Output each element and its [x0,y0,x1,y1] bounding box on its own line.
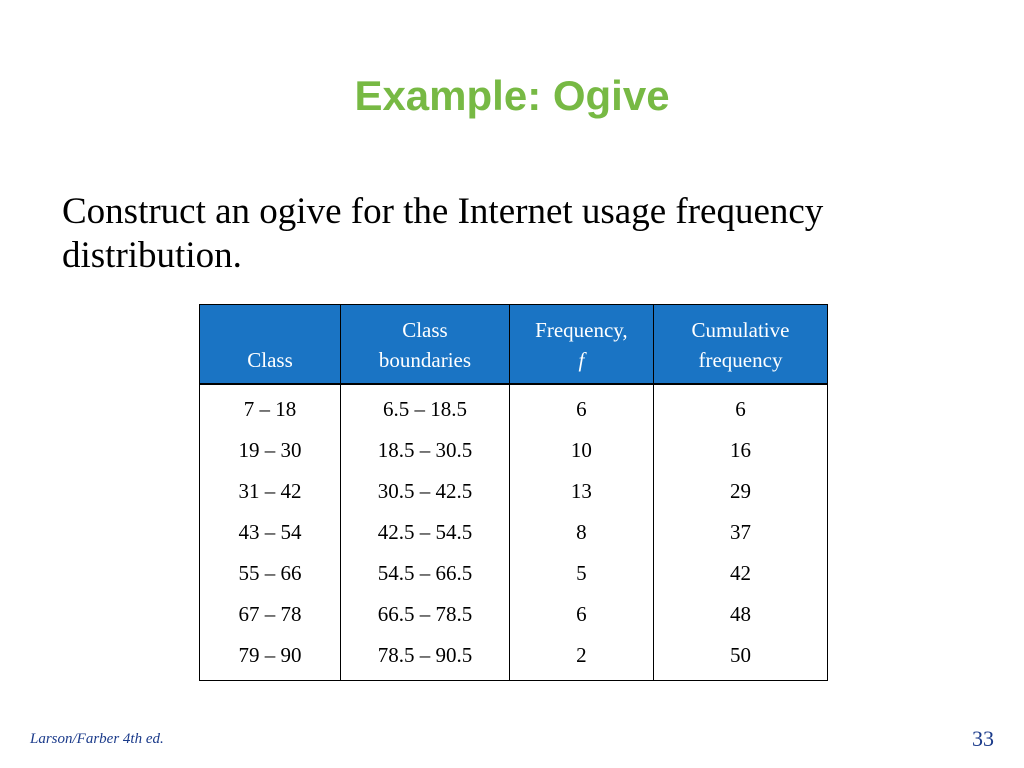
cell-cumulative: 50 [653,635,827,681]
header-cumulative-line1: Cumulative [691,318,790,342]
cell-frequency: 2 [509,635,653,681]
footer-source: Larson/Farber 4th ed. [30,731,164,747]
cell-frequency: 6 [509,384,653,430]
header-boundaries-line1: Class [402,318,448,342]
cell-frequency: 10 [509,430,653,471]
cell-boundaries: 6.5 – 18.5 [341,384,510,430]
header-frequency [509,305,653,385]
cell-cumulative: 29 [653,471,827,512]
cell-boundaries: 54.5 – 66.5 [341,553,510,594]
cell-boundaries: 78.5 – 90.5 [341,635,510,681]
table-row [200,553,828,594]
cell-frequency: 5 [509,553,653,594]
header-frequency-line2: f [578,348,585,372]
cell-frequency: 8 [509,512,653,553]
table-row [200,384,828,430]
frequency-table [199,304,828,681]
header-frequency-line1: Frequency, [535,318,628,342]
header-class-boundaries [341,305,510,385]
cell-cumulative: 42 [653,553,827,594]
table-row [200,430,828,471]
table-row [200,594,828,635]
table-header-row [200,305,828,385]
header-boundaries-line2: boundaries [378,348,472,372]
body-text: Construct an ogive for the Internet usage frequency distribution. [62,191,824,276]
cell-boundaries: 42.5 – 54.5 [341,512,510,553]
cell-class: 55 – 66 [200,553,341,594]
cell-cumulative: 16 [653,430,827,471]
cell-cumulative: 6 [653,384,827,430]
page-number: 33 [972,726,994,751]
table-row [200,635,828,681]
header-class [200,305,341,385]
cell-cumulative: 48 [653,594,827,635]
header-cumulative-line2: frequency [698,348,783,372]
header-class-label: Class [247,348,293,372]
header-cumulative-frequency [653,305,827,385]
slide-title: Example: Ogive [354,72,670,119]
cell-class: 19 – 30 [200,430,341,471]
cell-frequency: 6 [509,594,653,635]
cell-class: 67 – 78 [200,594,341,635]
cell-class: 31 – 42 [200,471,341,512]
table-row [200,471,828,512]
table-row [200,512,828,553]
cell-class: 79 – 90 [200,635,341,681]
cell-boundaries: 18.5 – 30.5 [341,430,510,471]
cell-class: 43 – 54 [200,512,341,553]
cell-boundaries: 66.5 – 78.5 [341,594,510,635]
cell-cumulative: 37 [653,512,827,553]
cell-class: 7 – 18 [200,384,341,430]
cell-frequency: 13 [509,471,653,512]
cell-boundaries: 30.5 – 42.5 [341,471,510,512]
